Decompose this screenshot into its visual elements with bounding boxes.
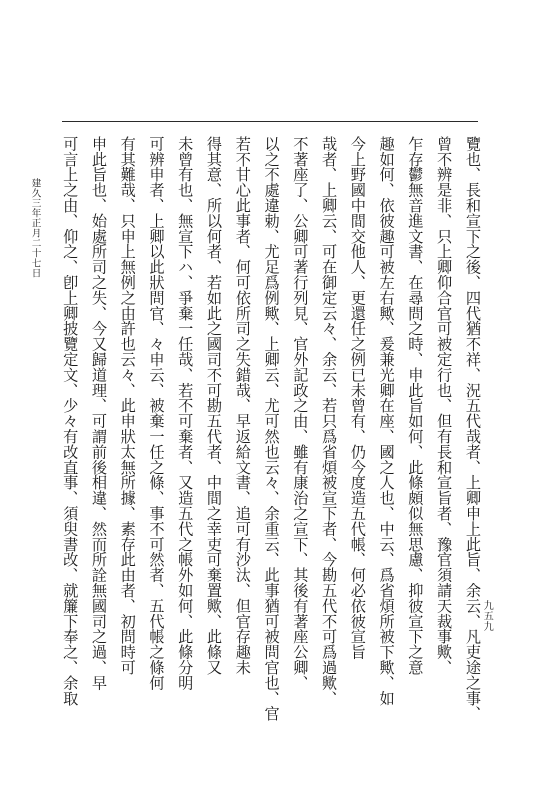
text-column-15: 可言上之由、仰之、卽上卿披覽定文、少々有改直事、須臾書改、就簾下奉之、余取 — [61, 136, 80, 706]
text-column-3: 乍存鬱無音進文書、在尋問之時、申此旨如何、此條頗似無思慮、抑彼宣下之意 — [406, 136, 425, 675]
body-text — [62, 136, 480, 736]
text-column-8: 以之不處違勅、尤足爲例歟、上卿云、尤可然也云々、余重云、此事猶可被問官也、官 — [262, 136, 281, 722]
text-column-1: 覽也、長和宣下之後、四代猶不祥、況五代哉者、上卿申上此旨、余云、凡吏途之事、 — [463, 136, 482, 722]
text-column-6: 哉者、上卿云、可在御定云々、余云、若只爲省煩被宣下者、今勘五代不可爲過歟、 — [320, 136, 339, 706]
text-column-9: 若不甘心此事者、何可依所司之失錯哉、早返給文書、追可有沙汰、但官存趣未 — [233, 136, 252, 675]
text-column-12: 可辨申者、上卿以此狀問官、々申云、被棄一任之條、事不可然者、五代帳之條何 — [147, 136, 166, 691]
text-column-11: 未曾有也、無宣下ハ、爭棄一任哉、若不可棄者、又造五代之帳外如何、此條分明 — [176, 136, 195, 691]
text-column-14: 申此旨也、始處所司之失、今又歸道理、可謂前後相違、然而所詮無國司之過、早 — [89, 136, 108, 691]
page-number: 九五九 — [481, 600, 493, 632]
text-column-7: 不著座了、公卿可著行列見、官外記政之由、雖有康治之宣下、其後有著座公卿、 — [291, 136, 310, 691]
text-column-10: 得其意、所以何者、若如此之國司不可勘五代者、中間之幸吏可棄置歟、此條又 — [205, 136, 224, 675]
text-column-2: 曾不辨是非、只上卿仰合官可被定行也、但有長和宣旨者、豫官須請天裁事歟、 — [435, 136, 454, 675]
text-column-4: 趣如何、依彼趣可被左右歟、爰兼光卿在座、國之人也、中云、爲省煩所被下歟、如 — [377, 136, 396, 706]
header-rule — [62, 121, 478, 122]
text-column-5: 今上野國中間交他人、更還任之例已未曾有、仍今度造五代帳、何必依彼宣旨 — [348, 136, 367, 660]
text-column-13: 有其難哉、只申上無例之由許也云々、此申狀太無所據、素存此由者、初問時可 — [118, 136, 137, 675]
running-date: 建久三年正月二十七日 — [29, 178, 41, 278]
